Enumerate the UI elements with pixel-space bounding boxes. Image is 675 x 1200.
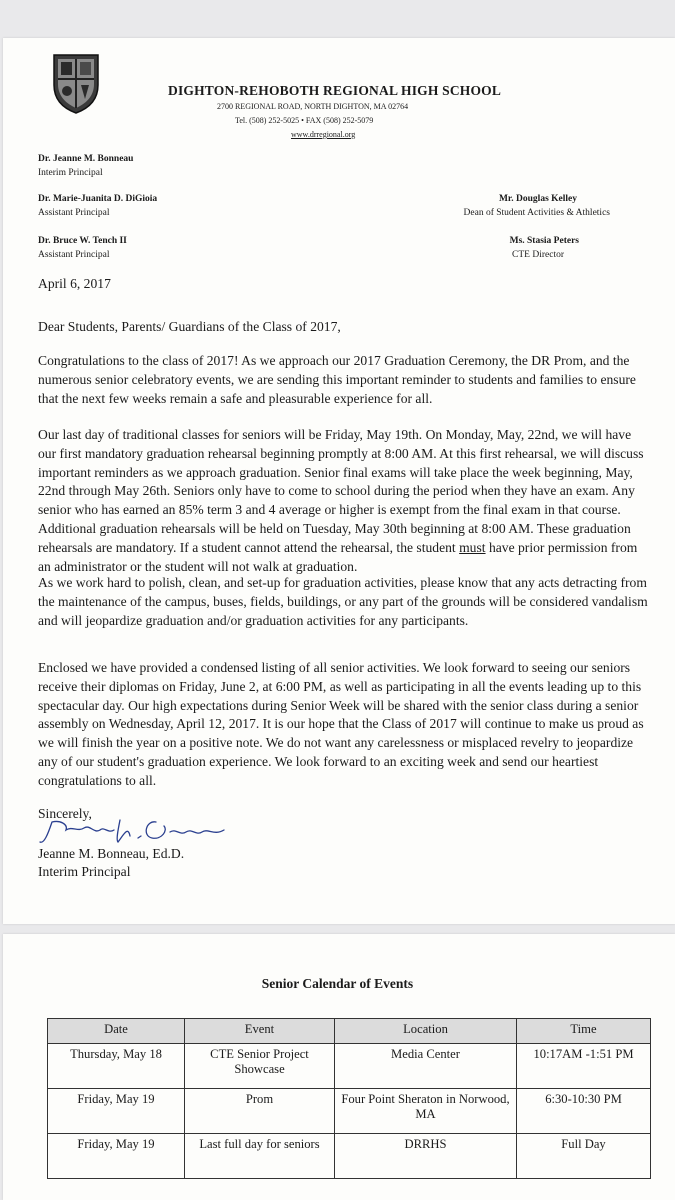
table-row — [48, 1089, 651, 1134]
text-line: we will finish the year on a positive note. We do not want any carelessness or misplaced revelry to jeopardize — [38, 735, 634, 751]
text-line: and will jeopardize graduation and/or graduation activities for any participants. — [38, 612, 469, 628]
cell-event: Last full day for seniors — [185, 1134, 335, 1179]
text-line: spectacular day. Our high expectations during Senior Week will be shared with the senior class during a senior — [38, 697, 639, 713]
table-header-row — [48, 1019, 651, 1044]
staff-name-tench: Dr. Bruce W. Tench II — [38, 236, 127, 246]
text-line: an administrator or the student will not walk at graduation. — [38, 558, 358, 574]
staff-name-kelley: Mr. Douglas Kelley — [498, 194, 577, 204]
column-header-location: Location — [335, 1019, 517, 1044]
text-line: Enclosed we have provided a condensed listing of all senior activities. We look forward to seeing our seniors — [38, 660, 631, 675]
letter-salutation: Dear Students, Parents/ Guardians of the Class of 2017, — [38, 319, 341, 334]
text-line — [38, 539, 648, 558]
staff-title-kelley: Dean of Student Activities & Athletics — [463, 208, 610, 218]
handwritten-signature — [38, 812, 228, 850]
column-header-event: Event — [185, 1019, 335, 1044]
cell-location: Four Point Sheraton in Norwood, MA — [335, 1089, 517, 1134]
text-line: our first mandatory graduation rehearsal beginning promptly at 8:00 AM. At this first rehearsal, we will discuss — [38, 445, 644, 461]
text-line: receive their diplomas on Friday, June 2, at 6:00 PM, as well as participating in all the events leading up to this — [38, 678, 642, 694]
text-line: Congratulations to the class of 2017! As we approach our 2017 Graduation Ceremony, the DR Prom, and the — [38, 353, 630, 368]
cell-location: DRRHS — [335, 1134, 517, 1179]
text-line: numerous senior celebratory events, we are sending this important reminder to students and families to ensure — [38, 371, 636, 387]
school-address: 2700 REGIONAL ROAD, NORTH DIGHTON, MA 02764 — [217, 102, 409, 111]
text-fragment: rehearsals are mandatory. If a student cannot attend the rehearsal, the student — [38, 539, 460, 555]
school-website-link[interactable]: www.drregional.org — [291, 130, 356, 139]
text-line: any of our student's graduation experience. We look forward to an exciting week and send our heartiest — [38, 753, 599, 769]
letter-paragraph-3 — [38, 574, 648, 630]
cell-event: Prom — [185, 1089, 335, 1134]
school-phone-fax: Tel. (508) 252-5025 • FAX (508) 252-5079 — [235, 116, 374, 125]
staff-title-bonneau: Interim Principal — [38, 168, 103, 178]
text-line: important reminders as we approach graduation. Senior final exams will take place the week beginning, May, — [38, 464, 633, 480]
staff-name-peters: Ms. Stasia Peters — [509, 236, 579, 246]
text-line: senior who has earned an 85% term 3 and 4 average or higher is exempt from the final exam in that course. — [38, 502, 621, 518]
letter-date: April 6, 2017 — [38, 276, 111, 291]
cell-event: CTE Senior Project Showcase — [185, 1044, 335, 1089]
staff-name-bonneau: Dr. Jeanne M. Bonneau — [38, 154, 134, 164]
staff-name-digioia: Dr. Marie-Juanita D. DiGioia — [38, 194, 158, 204]
school-crest-icon — [51, 51, 101, 115]
cell-time: 6:30-10:30 PM — [517, 1089, 651, 1134]
text-line: the maintenance of the campus, buses, fields, buildings, or any part of the grounds will be considered vandalism — [38, 593, 648, 609]
text-line: that the next few weeks remain a safe and pleasurable experience for all. — [38, 390, 433, 406]
senior-calendar-table — [47, 1018, 651, 1179]
cell-time: Full Day — [517, 1134, 651, 1179]
staff-title-digioia: Assistant Principal — [38, 208, 110, 218]
text-line: As we work hard to polish, clean, and set-up for graduation activities, please know that any acts detracting from — [38, 575, 647, 590]
text-fragment: have prior permission from — [488, 539, 638, 555]
cell-date: Thursday, May 18 — [48, 1044, 185, 1089]
staff-title-tench: Assistant Principal — [38, 250, 110, 260]
staff-title-peters: CTE Director — [512, 250, 564, 260]
emphasis-must: must — [459, 539, 486, 555]
column-header-date: Date — [48, 1019, 185, 1044]
calendar-title: Senior Calendar of Events — [261, 976, 414, 991]
text-line: Additional graduation rehearsals will be held on Tuesday, May 30th beginning at 8:00 AM. These graduation — [38, 520, 631, 536]
letter-paragraph-4 — [38, 659, 648, 791]
cell-date: Friday, May 19 — [48, 1134, 185, 1179]
letter-paragraph-1 — [38, 352, 648, 408]
cell-time: 10:17AM -1:51 PM — [517, 1044, 651, 1089]
signer-title: Interim Principal — [38, 864, 131, 879]
text-line: assembly on Wednesday, April 12, 2017. It is our hope that the Class of 2017 will continue to make us proud as — [38, 716, 644, 732]
table-row — [48, 1134, 651, 1179]
signer-name: Jeanne M. Bonneau, Ed.D. — [38, 846, 185, 861]
cell-date: Friday, May 19 — [48, 1089, 185, 1134]
letter-paragraph-2 — [38, 426, 648, 576]
text-line: congratulations to all. — [38, 772, 157, 788]
text-line: Our last day of traditional classes for seniors will be Friday, May 19th. On Monday, May, 22nd, we will have — [38, 427, 632, 442]
table-row — [48, 1044, 651, 1089]
text-line: 22nd through May 26th. Seniors only have to come to school during the period when they have an exam. Any — [38, 483, 635, 499]
letter-closing: Sincerely, — [38, 806, 92, 821]
school-name: DIGHTON-REHOBOTH REGIONAL HIGH SCHOOL — [168, 83, 502, 98]
column-header-time: Time — [517, 1019, 651, 1044]
cell-location: Media Center — [335, 1044, 517, 1089]
